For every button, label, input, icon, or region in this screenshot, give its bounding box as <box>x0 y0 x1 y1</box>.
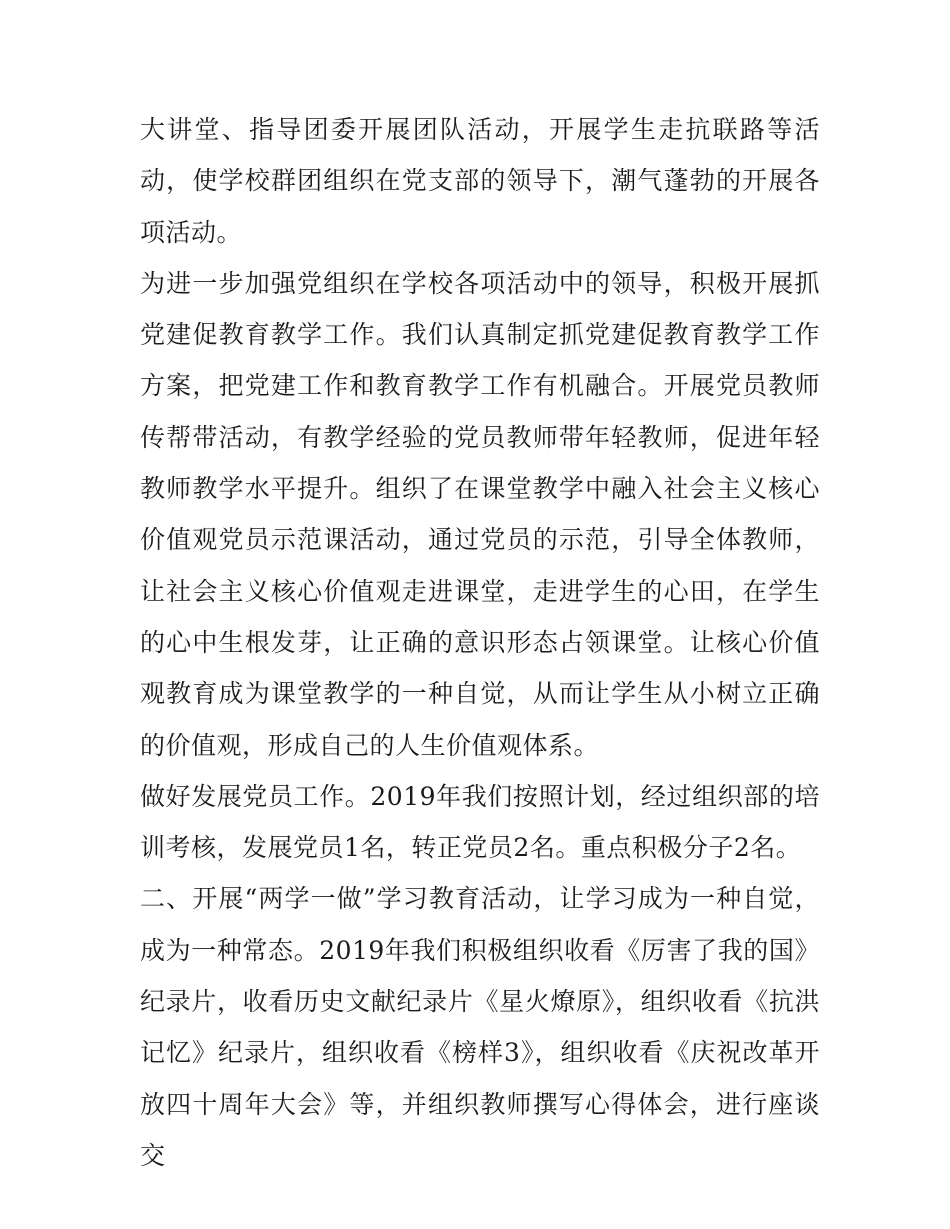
paragraph-group-activities: 大讲堂、指导团委开展团队活动，开展学生走抗联路等活动，使学校群团组织在党支部的领导下，潮气蓬勃的开展各项活动。 <box>140 115 820 247</box>
paragraph-party-building: 为进一步加强党组织在学校各项活动中的领导，积极开展抓党建促教育教学工作。我们认真制定抓党建促教育教学工作方案，把党建工作和教育教学工作有机融合。开展党员教师传帮带活动，有教学经验的党员教师带年轻教师，促进年轻教师教学水平提升。组织了在课堂教学中融入社会主义核心价值观党员示范课活动，通过党员的示范，引导全体教师，让社会主义核心价值观走进课堂，走进学生的心田，在学生的心中生根发芽，让正确的意识形态占领课堂。让核心价值观教育成为课堂教学的一种自觉，从而让学生从小树立正确的价值观，形成自己的人生价值观体系。 <box>140 268 820 760</box>
paragraph-study-education: 二、开展“两学一做”学习教育活动，让学习成为一种自觉，成为一种常态。2019年我们积极组织收看《厉害了我的国》纪录片，收看历史文献纪录片《星火燎原》，组织收看《抗洪记忆》纪录片，组织收看《榜样3》，组织收看《庆祝改革开放四十周年大会》等，并组织教师撰写心得体会，进行座谈交 <box>140 884 820 1170</box>
document-body <box>140 104 820 1181</box>
paragraph-member-development: 做好发展党员工作。2019年我们按照计划，经过组织部的培训考核，发展党员1名，转正党员2名。重点积极分子2名。 <box>140 781 820 863</box>
